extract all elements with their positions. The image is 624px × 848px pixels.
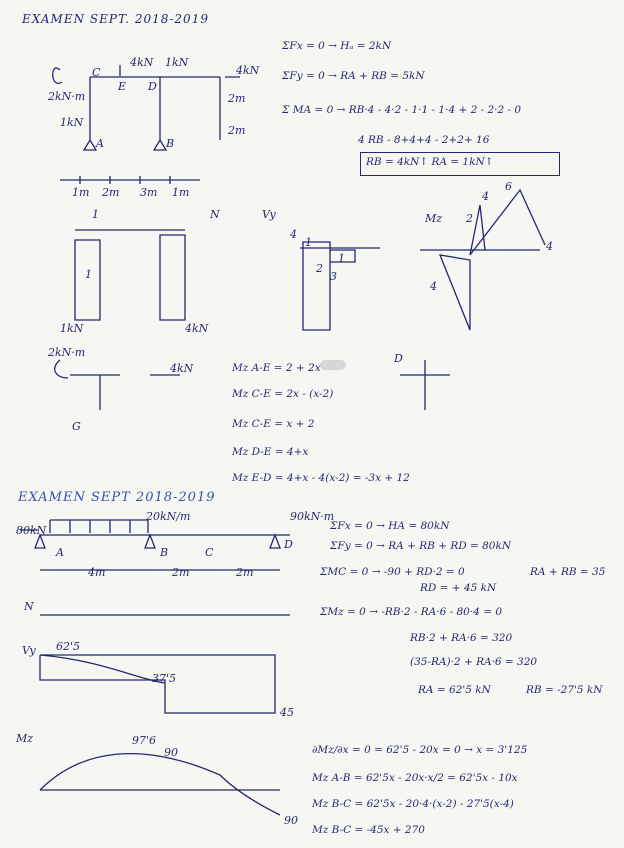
span-4: 1m: [172, 186, 190, 199]
result: RB = 4kN↑ RA = 1kN↑: [366, 156, 494, 168]
fb-force: 4kN: [170, 362, 194, 375]
page-title-top: EXAMEN SEPT. 2018-2019: [22, 12, 209, 26]
p2-span-2: 2m: [172, 566, 190, 579]
m-val-5: 4: [546, 240, 553, 253]
p2-eq-5: RA + RB = 35: [530, 566, 606, 578]
m-val-4: 4: [430, 280, 437, 293]
height-2: 2m: [228, 124, 246, 137]
n-top-force: 1: [92, 208, 99, 221]
p2-load-moment: 90kN·m: [290, 510, 335, 523]
left-force: 1kN: [60, 116, 84, 129]
eq-3: Σ MA = 0 → RB·4 - 4·2 - 1·1 - 1·4 + 2 - 2·2 - 0: [282, 104, 522, 116]
meq-3: Mz C-E = x + 2: [232, 418, 315, 430]
meq-1: Mz A-E = 2 + 2x: [232, 362, 321, 374]
height-1: 2m: [228, 92, 246, 105]
p2-span-3: 2m: [236, 566, 254, 579]
p2-eq-4: RD = + 45 kN: [420, 582, 497, 594]
p2-meq-3: Mz B-C = 62'5x - 20·4·(x-2) - 27'5(x-4): [312, 798, 514, 810]
node-c: C: [92, 66, 101, 79]
v-val-1: 2: [316, 262, 323, 275]
span-1: 1m: [72, 186, 90, 199]
v-box-val: 1: [338, 252, 345, 265]
eq-1: ΣFx = 0 → Hₐ = 2kN: [282, 40, 392, 52]
p2-eq-10: RB = -27'5 kN: [526, 684, 603, 696]
p2-meq-2: Mz A-B = 62'5x - 20x·x/2 = 62'5x - 10x: [312, 772, 518, 784]
n-diagram-label: N: [210, 208, 220, 221]
moment-load: 2kN·m: [48, 90, 86, 103]
m-val-1: 4: [482, 190, 489, 203]
p2-v-val-1: 62'5: [56, 640, 81, 653]
p2-eq-7: RB·2 + RA·6 = 320: [410, 632, 513, 644]
meq-5: Mz E-D = 4+x - 4(x-2) = -3x + 12: [232, 472, 410, 484]
m-diagram-label: Mz: [425, 212, 443, 225]
v-diagram-label: Vy: [262, 208, 276, 221]
m-val-3: 2: [466, 212, 473, 225]
p2-span-1: 4m: [88, 566, 106, 579]
n-box-val: 1: [85, 268, 92, 281]
n-right-bottom: 4kN: [185, 322, 209, 335]
p2-eq-9: RA = 62'5 kN: [418, 684, 491, 696]
p2-node-d: D: [284, 538, 293, 551]
fb-g: G: [72, 420, 81, 433]
p2-eq-3: ΣMC = 0 → -90 + RD·2 = 0: [320, 566, 465, 578]
p2-v-label: Vy: [22, 644, 36, 657]
p2-m-label: Mz: [16, 732, 34, 745]
load-right: 4kN: [236, 64, 260, 77]
eq-2: ΣFy = 0 → RA + RB = 5kN: [282, 70, 425, 82]
meq-4: Mz D-E = 4+x: [232, 446, 309, 458]
fb-moment: 2kN·m: [48, 346, 86, 359]
p2-eq-8: (35-RA)·2 + RA·6 = 320: [410, 656, 538, 668]
p2-v-val-2: 37'5: [152, 672, 177, 685]
load-top: 4kN: [130, 56, 154, 69]
n-left-bottom: 1kN: [60, 322, 84, 335]
v-top: 4: [290, 228, 297, 241]
page-title-mid: EXAMEN SEPT 2018-2019: [18, 490, 216, 505]
p2-meq-1: ∂Mz/∂x = 0 = 62'5 - 20x = 0 → x = 3'125: [312, 744, 528, 756]
p2-v-val-3: 45: [280, 706, 294, 719]
load-top2: 1kN: [165, 56, 189, 69]
span-2: 2m: [102, 186, 120, 199]
fb-d: D: [394, 352, 403, 365]
p2-node-a: A: [56, 546, 64, 559]
p2-m-val-3: 90: [284, 814, 298, 827]
p2-load-left: 80kN: [16, 524, 47, 537]
p2-eq-1: ΣFx = 0 → HA = 80kN: [330, 520, 450, 532]
p2-eq-2: ΣFy = 0 → RA + RB + RD = 80kN: [330, 540, 512, 552]
v-box: 1: [305, 236, 312, 249]
node-a: A: [96, 137, 104, 150]
p2-node-b: B: [160, 546, 169, 559]
ink-smudge: [320, 360, 346, 370]
p2-eq-6: ΣMz = 0 → -RB·2 - RA·6 - 80·4 = 0: [320, 606, 503, 618]
p2-n-label: N: [24, 600, 34, 613]
node-e: E: [118, 80, 127, 93]
p2-node-c: C: [205, 546, 214, 559]
span-3: 3m: [140, 186, 158, 199]
p2-load-dist: 20kN/m: [146, 510, 191, 523]
eq-4: 4 RB - 8+4+4 - 2+2+ 16: [358, 134, 490, 146]
p2-m-val-2: 90: [164, 746, 178, 759]
p2-meq-4: Mz B-C = -45x + 270: [312, 824, 425, 836]
v-val-2: 3: [330, 270, 337, 283]
m-val-2: 6: [505, 180, 512, 193]
p2-m-val-1: 97'6: [132, 734, 157, 747]
node-d: D: [148, 80, 157, 93]
meq-2: Mz C-E = 2x - (x-2): [232, 388, 334, 400]
node-b: B: [166, 137, 175, 150]
